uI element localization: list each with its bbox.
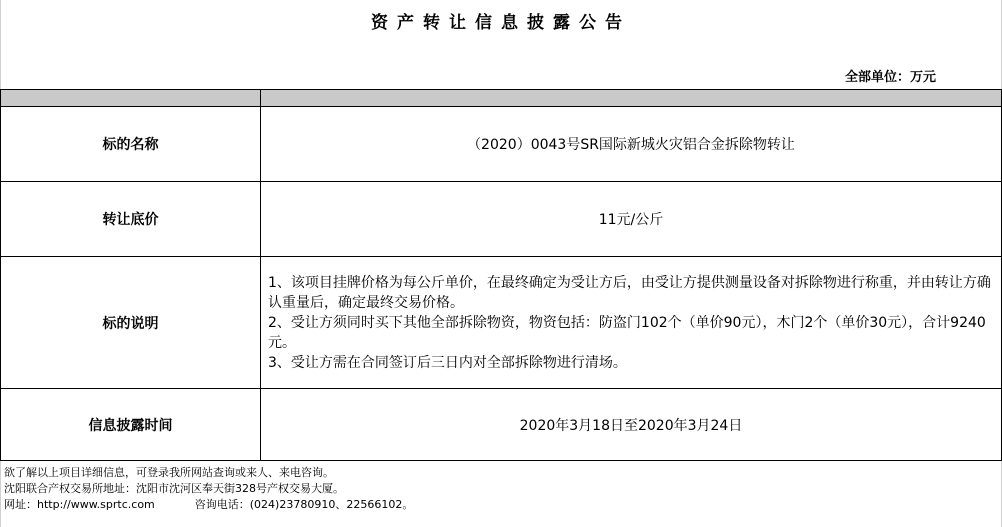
footer-line-2: 沈阳联合产权交易所地址：沈阳市沈河区奉天街328号产权交易大厦。 (4, 482, 344, 495)
table-header-row (1, 90, 1002, 107)
label-period: 信息披露时间 (1, 389, 261, 461)
label-description: 标的说明 (1, 257, 261, 389)
footer-notes (4, 465, 413, 513)
value-price: 11元/公斤 (261, 182, 1002, 257)
table-row-name (1, 107, 1002, 182)
table-row-price (1, 182, 1002, 257)
value-period: 2020年3月18日至2020年3月24日 (261, 389, 1002, 461)
footer-line-3 (4, 497, 413, 513)
value-description (261, 257, 1002, 389)
page-title: 资产转让信息披露公告 (371, 13, 631, 33)
label-name: 标的名称 (1, 107, 261, 182)
description-line-2: 2、受让方须同时买下其他全部拆除物资，物资包括：防盗门102个（单价90元），木门2个（单价30元），合计9240元。 (268, 314, 986, 351)
value-name: （2020）0043号SR国际新城火灾铝合金拆除物转让 (261, 107, 1002, 182)
footer-line-1: 欲了解以上项目详细信息，可登录我所网站查询或来人、来电咨询。 (4, 466, 334, 479)
description-line-3: 3、受让方需在合同签订后三日内对全部拆除物进行清场。 (268, 354, 627, 371)
unit-label: 全部单位：万元 (844, 70, 936, 85)
footer-phone: 咨询电话：(024)23780910、22566102。 (194, 498, 414, 511)
info-table (0, 89, 1002, 461)
table-row-description (1, 257, 1002, 389)
footer-website[interactable]: 网址：http://www.sprtc.com (4, 498, 155, 511)
header-cell-right (261, 90, 1002, 107)
table-row-period (1, 389, 1002, 461)
description-line-1: 1、该项目挂牌价格为每公斤单价，在最终确定为受让方后，由受让方提供测量设备对拆除物进行称重，并由转让方确认重量后，确定最终交易价格。 (268, 274, 991, 311)
header-cell-left (1, 90, 261, 107)
label-price: 转让底价 (1, 182, 261, 257)
